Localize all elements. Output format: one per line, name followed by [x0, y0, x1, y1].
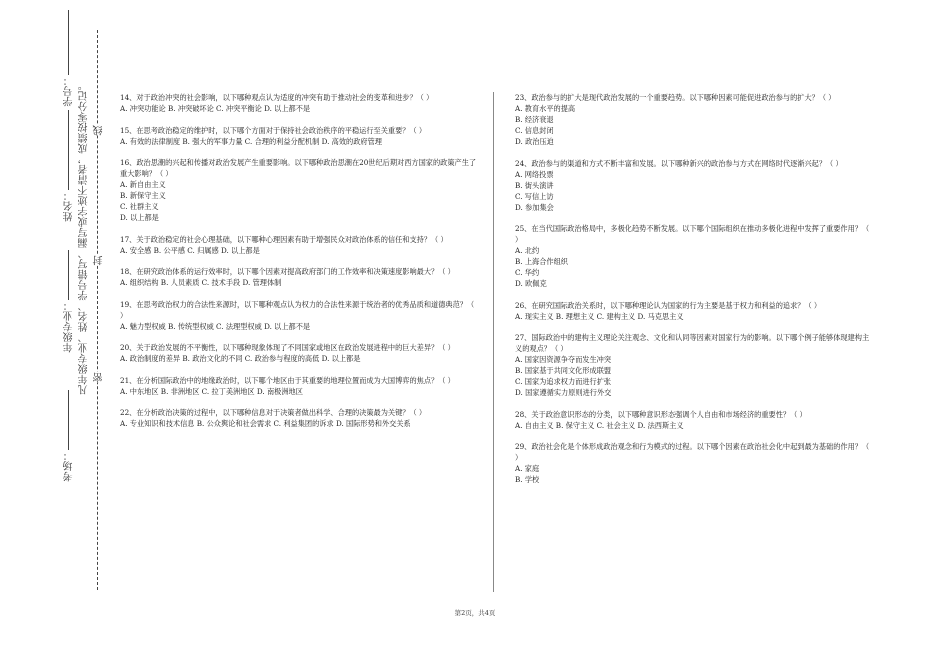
question-22: [120, 407, 480, 429]
question-stem: 21、在分析国际政治中的地缘政治时，以下哪个地区由于其重要的地理位置而成为大国博弈的焦点？（ ）: [120, 375, 455, 385]
option-a: A. 国家因资源争夺而发生冲突: [515, 355, 612, 364]
option-c: C. 信息封闭: [515, 126, 554, 135]
notice-text: 凡年级专业、姓名、学号错写、漏写或字迹不清者，成绩按零分记。: [79, 80, 90, 395]
question-28: [515, 409, 875, 431]
question-20: [120, 342, 480, 364]
option-d: D. 以上都是: [120, 213, 159, 222]
question-17: [120, 234, 480, 256]
question-16: [120, 157, 480, 223]
option-c: C. 华约: [515, 268, 540, 277]
option-b: B. 学校: [515, 475, 540, 484]
question-stem: 24、政治参与的渠道和方式不断丰富和发展。以下哪种新兴的政治参与方式在网络时代逐渐兴起？（ ）: [515, 158, 843, 168]
exam-site-line: [68, 390, 69, 450]
question-stem: 26、在研究国际政治关系时，以下哪种理论认为国家的行为主要是基于权力和利益的追求？（ ）: [515, 300, 822, 310]
question-options: A. 冲突功能论 B. 冲突破坏论 C. 冲突平衡论 D. 以上都不是: [120, 104, 311, 113]
exam-site-label: 考场：: [64, 450, 75, 482]
question-stem: 22、在分析政治决策的过程中，以下哪种信息对于决策者做出科学、合理的决策最为关键？（ ）: [120, 408, 427, 417]
option-b: B. 街头演讲: [515, 180, 554, 190]
option-b: B. 上海合作组织: [515, 257, 568, 266]
question-21: [120, 375, 480, 397]
grade-major-label: 年级专业：: [64, 300, 75, 353]
question-stem: 14、对于政治冲突的社会影响，以下哪种观点认为适度的冲突有助于推动社会的变革和进步？（ ）: [120, 93, 434, 102]
question-stem: 19、在思考政治权力的合法性来源时，以下哪种观点认为权力的合法性来源于统治者的优秀品质和道德典范？（ ）: [120, 299, 475, 320]
question-stem: 16、政治思潮的兴起和传播对政治发展产生重要影响。以下哪种政治思潮在20世纪后期对西方国家的政策产生了重大影响？（ ）: [120, 158, 477, 178]
option-d: D. 欧佩克: [515, 279, 547, 288]
grade-major-line: [68, 250, 69, 300]
question-options: A. 有效的法律制度 B. 强大的军事力量 C. 合理的利益分配机制 D. 高效的政府管理: [120, 136, 382, 146]
question-stem: 17、关于政治稳定的社会心理基础，以下哪种心理因素有助于增强民众对政治体系的信任和支持？（ ）: [120, 234, 448, 244]
question-options: A. 自由主义 B. 保守主义 C. 社会主义 D. 法西斯主义: [515, 420, 684, 430]
option-b: B. 经济衰退: [515, 115, 554, 124]
question-options: A. 专业知识和技术信息 B. 公众舆论和社会需求 C. 利益集团的诉求 D. 国际形势和外交关系: [120, 419, 411, 428]
option-d: D. 政治压迫: [515, 137, 554, 146]
question-stem: 27、国际政治中的建构主义理论关注观念、文化和认同等因素对国家行为的影响。以下哪个例子能够体现建构主义的观点？（ ）: [515, 333, 870, 353]
right-column: [515, 92, 875, 496]
question-options: A. 政治制度的差异 B. 政治文化的不同 C. 政治参与程度的高低 D. 以上都是: [120, 354, 361, 363]
option-b: B. 国家基于共同文化形成联盟: [515, 366, 612, 375]
question-stem: 23、政治参与的扩大是现代政治发展的一个重要趋势。以下哪种因素可能促进政治参与的扩大？（ ）: [515, 93, 836, 102]
question-options: A. 安全感 B. 公平感 C. 归属感 D. 以上都是: [120, 245, 260, 255]
option-c: C. 写信上访: [515, 191, 554, 201]
question-stem: 15、在思考政治稳定的维护时，以下哪个方面对于保持社会政治秩序的平稳运行至关重要？（ ）: [120, 125, 427, 135]
option-c: C. 社群主义: [120, 202, 159, 211]
question-25: [515, 223, 875, 289]
option-a: A. 北约: [515, 246, 540, 255]
question-stem: 29、政治社会化是个体形成政治观念和行为模式的过程。以下哪个因素在政治社会化中起到最为基础的作用？（ ）: [515, 442, 870, 462]
student-id-line: [68, 10, 69, 75]
student-id-label: 学号：: [64, 75, 75, 107]
question-19: [120, 299, 480, 332]
seal-dashed-line: [97, 30, 98, 590]
option-b: B. 新保守主义: [120, 191, 166, 200]
question-23: [515, 92, 875, 147]
question-stem: 18、在研究政治体系的运行效率时，以下哪个因素对提高政府部门的工作效率和决策速度影响最大？（ ）: [120, 267, 455, 276]
question-options: A. 现实主义 B. 理想主义 C. 建构主义 D. 马克思主义: [515, 311, 684, 321]
option-d: D. 国家遵循实力原则进行外交: [515, 388, 612, 397]
option-d: D. 参加集会: [515, 202, 554, 212]
question-14: [120, 92, 480, 114]
seal-mark-feng: 封: [94, 255, 105, 266]
question-options: A. 魅力型权威 B. 传统型权威 C. 法理型权威 D. 以上都不是: [120, 321, 311, 331]
column-divider: [493, 92, 494, 592]
question-24: [515, 158, 875, 213]
question-options: A. 组织结构 B. 人员素质 C. 技术手段 D. 管理体制: [120, 278, 282, 287]
question-stem: 28、关于政治意识形态的分类，以下哪种意识形态强调个人自由和市场经济的重要性？（ ）: [515, 409, 807, 419]
left-column: [120, 92, 480, 440]
question-options: A. 中东地区 B. 非洲地区 C. 拉丁美洲地区 D. 南极洲地区: [120, 386, 303, 396]
option-a: A. 家庭: [515, 464, 540, 473]
question-29: [515, 441, 875, 485]
option-a: A. 网络投票: [515, 169, 554, 179]
name-line: [68, 110, 69, 190]
question-18: [120, 266, 480, 288]
question-stem: 25、在当代国际政治格局中，多极化趋势不断发展。以下哪个国际组织在推动多极化进程中发挥了重要作用？（ ）: [515, 224, 870, 244]
binding-margin: [0, 0, 110, 672]
option-c: C. 国家为追求权力而进行扩张: [515, 377, 612, 386]
question-15: [120, 125, 480, 147]
name-label: 姓名：: [64, 190, 75, 222]
option-a: A. 新自由主义: [120, 180, 166, 189]
option-a: A. 教育水平的提高: [515, 104, 576, 113]
question-stem: 20、关于政治发展的不平衡性，以下哪种现象体现了不同国家或地区在政治发展进程中的巨大差异？（ ）: [120, 343, 455, 352]
seal-mark-xian: 线: [94, 125, 105, 136]
page-footer: 第2页，共4页: [454, 609, 496, 617]
seal-mark-mi: 密: [94, 372, 105, 383]
question-27: [515, 332, 875, 398]
question-26: [515, 300, 875, 322]
